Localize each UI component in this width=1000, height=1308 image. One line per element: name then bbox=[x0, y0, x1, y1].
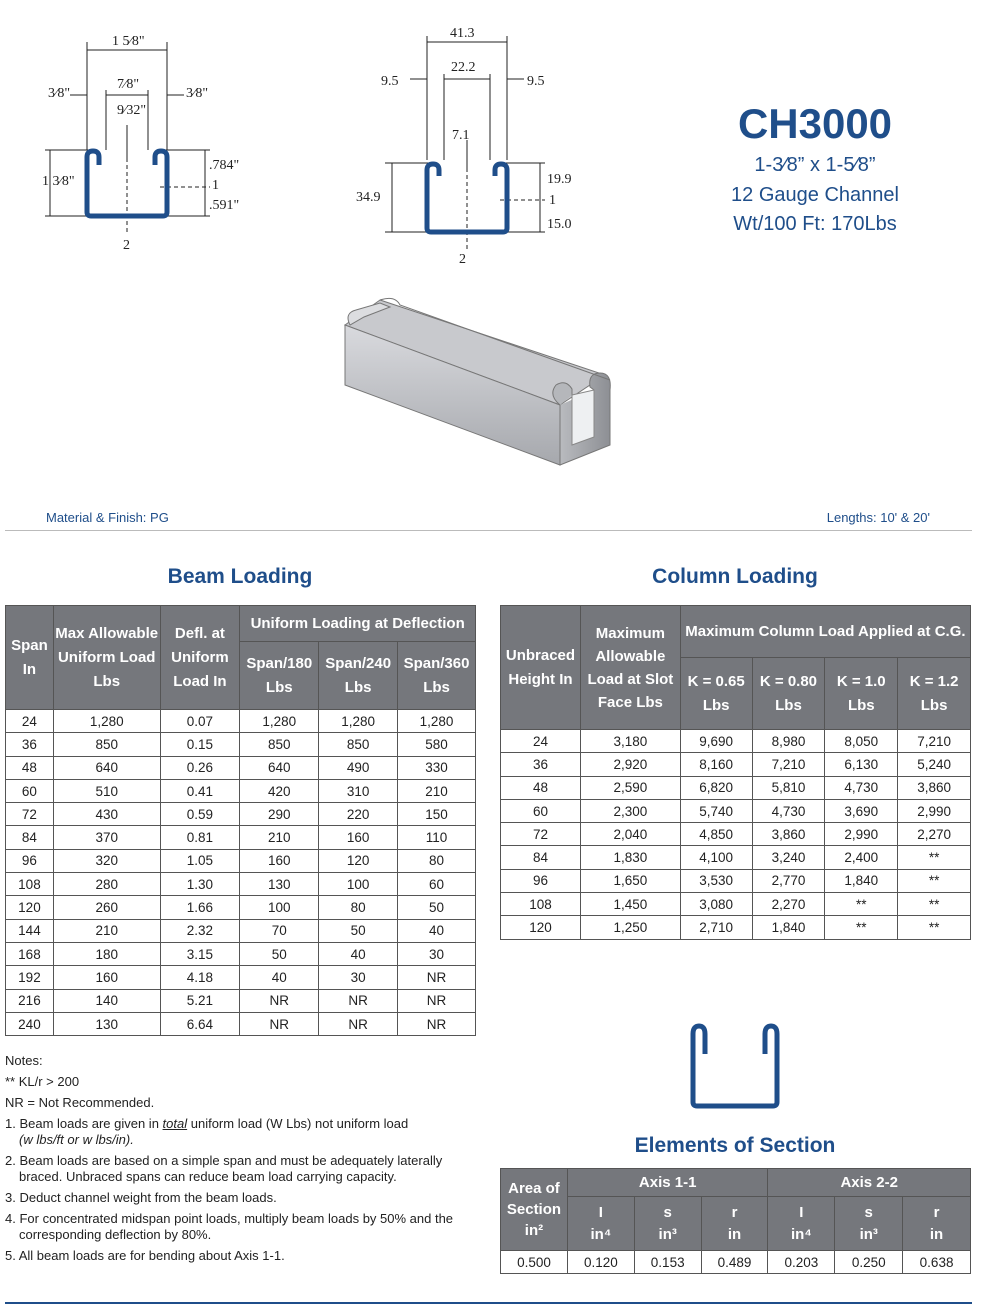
column-cell: 1,840 bbox=[825, 869, 898, 892]
beam-row bbox=[6, 756, 476, 779]
beam-cell: NR bbox=[398, 966, 476, 989]
column-cell: 4,730 bbox=[825, 776, 898, 799]
imp-slot-label: 7⁄8" bbox=[117, 77, 140, 92]
el-h-r2-unit: in bbox=[929, 1225, 944, 1243]
column-cell: 84 bbox=[501, 846, 581, 869]
beam-cell: 36 bbox=[6, 733, 54, 756]
met-top-dist-label: 19.9 bbox=[547, 172, 572, 187]
beam-h-360: Span/360 Lbs bbox=[398, 642, 476, 710]
beam-cell: 330 bbox=[398, 756, 476, 779]
beam-cell: 108 bbox=[6, 873, 54, 896]
imp-height-label: 1 3⁄8" bbox=[42, 174, 75, 189]
lengths: Lengths: 10' & 20' bbox=[826, 510, 930, 525]
imp-top-dist-label: .784" bbox=[209, 158, 240, 173]
beam-row bbox=[6, 942, 476, 965]
beam-cell: 120 bbox=[319, 849, 398, 872]
column-cell: ** bbox=[825, 916, 898, 939]
beam-cell: 210 bbox=[240, 826, 319, 849]
column-cell: 8,980 bbox=[752, 730, 825, 753]
imp-width-label: 1 5⁄8" bbox=[112, 34, 145, 49]
column-cell: 3,180 bbox=[580, 730, 680, 753]
el-h-i2-label: I bbox=[799, 1203, 804, 1221]
column-cell: 3,240 bbox=[752, 846, 825, 869]
beam-h-240: Span/240 Lbs bbox=[319, 642, 398, 710]
met-lip-right-label: 9.5 bbox=[527, 74, 545, 89]
imp-lip-depth-label: 9⁄32" bbox=[117, 103, 147, 118]
column-row bbox=[501, 846, 971, 869]
column-cell: 3,080 bbox=[680, 893, 752, 916]
column-cell: 1,250 bbox=[580, 916, 680, 939]
el-h-s1-unit: in³ bbox=[658, 1225, 677, 1243]
note-3: 3. Deduct channel weight from the beam loads. bbox=[5, 1190, 277, 1205]
beam-cell: 96 bbox=[6, 849, 54, 872]
el-h-r2-label: r bbox=[933, 1203, 940, 1221]
beam-cell: 192 bbox=[6, 966, 54, 989]
beam-cell: 130 bbox=[53, 1012, 160, 1035]
el-h-axis1: Axis 1-1 bbox=[567, 1169, 768, 1197]
beam-cell: 1,280 bbox=[398, 710, 476, 733]
imp-axis1-label: 1 bbox=[212, 178, 219, 193]
column-row bbox=[501, 730, 971, 753]
beam-cell: 1.66 bbox=[160, 896, 240, 919]
column-cell: 2,270 bbox=[898, 823, 971, 846]
beam-cell: 50 bbox=[240, 942, 319, 965]
column-cell: 8,050 bbox=[825, 730, 898, 753]
column-cell: 2,590 bbox=[580, 776, 680, 799]
note-2: 2. Beam loads are based on a simple span and must be adequately laterally braced. Unbraced spans can reduce beam load carrying capacity. bbox=[5, 1153, 443, 1184]
beam-cell: 0.26 bbox=[160, 756, 240, 779]
divider-bottom bbox=[5, 1302, 972, 1304]
column-loading-table bbox=[500, 605, 971, 940]
beam-cell: 280 bbox=[53, 873, 160, 896]
beam-cell: 50 bbox=[319, 919, 398, 942]
beam-cell: 160 bbox=[53, 966, 160, 989]
beam-cell: 140 bbox=[53, 989, 160, 1012]
el-h-r2 bbox=[903, 1197, 971, 1251]
met-axis1-label: 1 bbox=[549, 193, 556, 208]
beam-cell: 80 bbox=[398, 849, 476, 872]
beam-cell: 130 bbox=[240, 873, 319, 896]
column-cell: 2,400 bbox=[825, 846, 898, 869]
beam-cell: 6.64 bbox=[160, 1012, 240, 1035]
beam-cell: 84 bbox=[6, 826, 54, 849]
column-cell: 48 bbox=[501, 776, 581, 799]
beam-row bbox=[6, 989, 476, 1012]
note-1-part-c: uniform load (W Lbs) not uniform load bbox=[187, 1116, 409, 1131]
beam-cell: 60 bbox=[398, 873, 476, 896]
column-cell: 60 bbox=[501, 799, 581, 822]
col-h-k100: K = 1.0 Lbs bbox=[825, 658, 898, 730]
column-cell: 72 bbox=[501, 823, 581, 846]
imp-axis2-label: 2 bbox=[123, 238, 130, 253]
beam-cell: NR bbox=[240, 1012, 319, 1035]
column-cell: 5,740 bbox=[680, 799, 752, 822]
column-cell: 2,270 bbox=[752, 893, 825, 916]
column-cell: 7,210 bbox=[752, 753, 825, 776]
beam-cell: 30 bbox=[398, 942, 476, 965]
beam-cell: 1,280 bbox=[53, 710, 160, 733]
elements-table bbox=[500, 1168, 971, 1274]
beam-table-body bbox=[6, 710, 476, 1036]
beam-cell: 70 bbox=[240, 919, 319, 942]
column-cell: 1,830 bbox=[580, 846, 680, 869]
note-5: 5. All beam loads are for bending about Axis 1-1. bbox=[5, 1248, 285, 1263]
met-lip-left-label: 9.5 bbox=[381, 74, 399, 89]
column-row bbox=[501, 823, 971, 846]
el-h-axis2: Axis 2-2 bbox=[768, 1169, 971, 1197]
el-h-i1-unit: in⁴ bbox=[590, 1225, 612, 1243]
beam-cell: 150 bbox=[398, 803, 476, 826]
beam-cell: 50 bbox=[398, 896, 476, 919]
met-slot-label: 22.2 bbox=[451, 60, 476, 75]
beam-h-defl: Defl. at Uniform Load In bbox=[160, 606, 240, 710]
el-h-i2 bbox=[768, 1197, 835, 1251]
col-h-k120: K = 1.2 Lbs bbox=[898, 658, 971, 730]
note-1-part-a: 1. Beam loads are given in bbox=[5, 1116, 163, 1131]
beam-cell: 0.15 bbox=[160, 733, 240, 756]
column-row bbox=[501, 869, 971, 892]
beam-cell: 110 bbox=[398, 826, 476, 849]
el-h-s1-label: s bbox=[663, 1203, 672, 1221]
column-cell: ** bbox=[898, 846, 971, 869]
column-cell: 2,300 bbox=[580, 799, 680, 822]
el-h-area-label: Area of Section bbox=[506, 1180, 562, 1218]
notes-heading: Notes: bbox=[5, 1053, 43, 1068]
model-size: 1-3⁄8” x 1-5⁄8” bbox=[754, 154, 876, 176]
beam-cell: 370 bbox=[53, 826, 160, 849]
column-cell: 3,530 bbox=[680, 869, 752, 892]
column-row bbox=[501, 916, 971, 939]
column-cell: ** bbox=[825, 893, 898, 916]
beam-row bbox=[6, 896, 476, 919]
beam-cell: NR bbox=[240, 989, 319, 1012]
el-h-i1-label: I bbox=[598, 1203, 603, 1221]
beam-cell: 310 bbox=[319, 779, 398, 802]
beam-cell: 1,280 bbox=[319, 710, 398, 733]
column-cell: 24 bbox=[501, 730, 581, 753]
col-h-k080: K = 0.80 Lbs bbox=[752, 658, 825, 730]
note-1-part-d: (w lbs/ft or w lbs/in). bbox=[19, 1132, 134, 1147]
el-h-r1 bbox=[701, 1197, 768, 1251]
column-cell: 4,850 bbox=[680, 823, 752, 846]
column-cell: 2,770 bbox=[752, 869, 825, 892]
beam-cell: 210 bbox=[53, 919, 160, 942]
el-h-s2 bbox=[835, 1197, 903, 1251]
beam-cell: 290 bbox=[240, 803, 319, 826]
beam-cell: 40 bbox=[240, 966, 319, 989]
beam-cell: 30 bbox=[319, 966, 398, 989]
column-cell: 2,990 bbox=[825, 823, 898, 846]
column-cell: 7,210 bbox=[898, 730, 971, 753]
imperial-profile-drawing bbox=[0, 0, 300, 270]
el-h-area-unit: in² bbox=[524, 1222, 544, 1239]
beam-cell: 320 bbox=[53, 849, 160, 872]
met-height-label: 34.9 bbox=[356, 190, 381, 205]
column-cell: ** bbox=[898, 869, 971, 892]
el-i2-value: 0.203 bbox=[768, 1251, 835, 1274]
beam-cell: 3.15 bbox=[160, 942, 240, 965]
beam-cell: 1.05 bbox=[160, 849, 240, 872]
column-cell: 96 bbox=[501, 869, 581, 892]
beam-row bbox=[6, 710, 476, 733]
column-cell: 4,730 bbox=[752, 799, 825, 822]
channel-profile-icon bbox=[685, 1020, 785, 1112]
beam-cell: 260 bbox=[53, 896, 160, 919]
beam-cell: 430 bbox=[53, 803, 160, 826]
column-cell: 120 bbox=[501, 916, 581, 939]
column-cell: 8,160 bbox=[680, 753, 752, 776]
note-4: 4. For concentrated midspan point loads, multiply beam loads by 50% and the corresponding deflection by 80%. bbox=[5, 1211, 454, 1242]
divider-top bbox=[5, 530, 972, 531]
el-r2-value: 0.638 bbox=[903, 1251, 971, 1274]
met-axis2-label: 2 bbox=[459, 252, 466, 267]
channel-3d-image bbox=[320, 295, 620, 470]
beam-cell: 60 bbox=[6, 779, 54, 802]
beam-cell: 100 bbox=[319, 873, 398, 896]
beam-cell: 850 bbox=[240, 733, 319, 756]
beam-cell: 0.59 bbox=[160, 803, 240, 826]
beam-h-max: Max Allowable Uniform Load Lbs bbox=[53, 606, 160, 710]
beam-cell: 216 bbox=[6, 989, 54, 1012]
column-cell: ** bbox=[898, 893, 971, 916]
column-cell: 1,650 bbox=[580, 869, 680, 892]
beam-cell: 144 bbox=[6, 919, 54, 942]
beam-cell: NR bbox=[398, 989, 476, 1012]
beam-cell: 48 bbox=[6, 756, 54, 779]
beam-cell: 40 bbox=[319, 942, 398, 965]
beam-cell: 80 bbox=[319, 896, 398, 919]
el-h-i2-unit: in⁴ bbox=[791, 1225, 812, 1243]
beam-cell: NR bbox=[319, 1012, 398, 1035]
beam-cell: 160 bbox=[240, 849, 319, 872]
beam-row bbox=[6, 1012, 476, 1035]
beam-cell: 168 bbox=[6, 942, 54, 965]
beam-loading-table bbox=[5, 605, 476, 1036]
note-1 bbox=[5, 1116, 480, 1148]
col-h-group: Maximum Column Load Applied at C.G. bbox=[680, 606, 970, 658]
column-cell: 2,990 bbox=[898, 799, 971, 822]
beam-row bbox=[6, 803, 476, 826]
el-h-s2-label: s bbox=[864, 1203, 873, 1221]
elements-row bbox=[501, 1251, 971, 1274]
column-cell: 6,130 bbox=[825, 753, 898, 776]
el-area-value: 0.500 bbox=[501, 1251, 568, 1274]
beam-row bbox=[6, 919, 476, 942]
column-loading-title: Column Loading bbox=[652, 565, 818, 588]
imp-lip-left-label: 3⁄8" bbox=[48, 86, 71, 101]
column-cell: 3,860 bbox=[898, 776, 971, 799]
model-title: CH3000 bbox=[737, 100, 893, 147]
beam-loading-title: Beam Loading bbox=[167, 565, 313, 588]
beam-cell: NR bbox=[319, 989, 398, 1012]
model-weight: Wt/100 Ft: 170Lbs bbox=[733, 213, 897, 235]
column-cell: 5,810 bbox=[752, 776, 825, 799]
beam-cell: 40 bbox=[398, 919, 476, 942]
beam-cell: 160 bbox=[319, 826, 398, 849]
el-r1-value: 0.489 bbox=[701, 1251, 768, 1274]
column-cell: 2,710 bbox=[680, 916, 752, 939]
imp-lip-right-label: 3⁄8" bbox=[186, 86, 209, 101]
column-cell: 3,860 bbox=[752, 823, 825, 846]
beam-cell: 100 bbox=[240, 896, 319, 919]
column-cell: 3,690 bbox=[825, 799, 898, 822]
column-cell: ** bbox=[898, 916, 971, 939]
beam-cell: 210 bbox=[398, 779, 476, 802]
column-cell: 2,920 bbox=[580, 753, 680, 776]
material-finish: Material & Finish: PG bbox=[46, 510, 169, 525]
notes-section bbox=[5, 1053, 480, 1269]
col-h-height: Unbraced Height In bbox=[501, 606, 581, 730]
beam-h-180: Span/180 Lbs bbox=[240, 642, 319, 710]
el-h-s2-unit: in³ bbox=[859, 1225, 878, 1243]
beam-cell: 580 bbox=[398, 733, 476, 756]
beam-cell: 0.81 bbox=[160, 826, 240, 849]
column-cell: 9,690 bbox=[680, 730, 752, 753]
column-cell: 108 bbox=[501, 893, 581, 916]
beam-row bbox=[6, 849, 476, 872]
column-cell: 5,240 bbox=[898, 753, 971, 776]
beam-h-span: Span In bbox=[6, 606, 54, 710]
beam-cell: 510 bbox=[53, 779, 160, 802]
beam-row bbox=[6, 779, 476, 802]
met-bottom-dist-label: 15.0 bbox=[547, 217, 572, 232]
column-cell: 2,040 bbox=[580, 823, 680, 846]
beam-cell: 120 bbox=[6, 896, 54, 919]
beam-h-group: Uniform Loading at Deflection bbox=[240, 606, 476, 642]
el-s2-value: 0.250 bbox=[835, 1251, 903, 1274]
column-cell: 4,100 bbox=[680, 846, 752, 869]
beam-cell: 72 bbox=[6, 803, 54, 826]
beam-cell: 850 bbox=[319, 733, 398, 756]
beam-cell: NR bbox=[398, 1012, 476, 1035]
beam-row bbox=[6, 873, 476, 896]
el-s1-value: 0.153 bbox=[634, 1251, 701, 1274]
el-h-s1 bbox=[634, 1197, 701, 1251]
column-row bbox=[501, 776, 971, 799]
el-h-i1 bbox=[567, 1197, 634, 1251]
beam-cell: 180 bbox=[53, 942, 160, 965]
elements-title: Elements of Section bbox=[634, 1134, 836, 1157]
note-1-total: total bbox=[162, 1116, 188, 1131]
beam-cell: 640 bbox=[53, 756, 160, 779]
imp-bottom-dist-label: .591" bbox=[209, 198, 240, 213]
el-h-r1-label: r bbox=[731, 1203, 738, 1221]
beam-row bbox=[6, 733, 476, 756]
column-row bbox=[501, 753, 971, 776]
column-cell: 1,450 bbox=[580, 893, 680, 916]
beam-cell: 2.32 bbox=[160, 919, 240, 942]
beam-cell: 240 bbox=[6, 1012, 54, 1035]
beam-row bbox=[6, 966, 476, 989]
beam-cell: 490 bbox=[319, 756, 398, 779]
col-h-max: Maximum Allowable Load at Slot Face Lbs bbox=[580, 606, 680, 730]
column-cell: 6,820 bbox=[680, 776, 752, 799]
note-nr: NR = Not Recommended. bbox=[5, 1095, 155, 1110]
el-h-area bbox=[501, 1169, 568, 1251]
beam-cell: 0.41 bbox=[160, 779, 240, 802]
beam-cell: 850 bbox=[53, 733, 160, 756]
column-row bbox=[501, 893, 971, 916]
beam-cell: 24 bbox=[6, 710, 54, 733]
note-kl: ** KL/r > 200 bbox=[5, 1074, 80, 1089]
beam-cell: 5.21 bbox=[160, 989, 240, 1012]
beam-cell: 4.18 bbox=[160, 966, 240, 989]
beam-cell: 0.07 bbox=[160, 710, 240, 733]
column-row bbox=[501, 799, 971, 822]
column-cell: 36 bbox=[501, 753, 581, 776]
met-width-label: 41.3 bbox=[450, 26, 475, 41]
col-h-k065: K = 0.65 Lbs bbox=[680, 658, 752, 730]
beam-cell: 420 bbox=[240, 779, 319, 802]
met-lip-depth-label: 7.1 bbox=[452, 128, 470, 143]
beam-cell: 1.30 bbox=[160, 873, 240, 896]
column-cell: 1,840 bbox=[752, 916, 825, 939]
beam-cell: 1,280 bbox=[240, 710, 319, 733]
el-h-r1-unit: in bbox=[727, 1225, 742, 1243]
beam-cell: 640 bbox=[240, 756, 319, 779]
el-i1-value: 0.120 bbox=[567, 1251, 634, 1274]
model-gauge: 12 Gauge Channel bbox=[731, 184, 899, 206]
column-table-body bbox=[501, 730, 971, 940]
beam-row bbox=[6, 826, 476, 849]
beam-cell: 220 bbox=[319, 803, 398, 826]
